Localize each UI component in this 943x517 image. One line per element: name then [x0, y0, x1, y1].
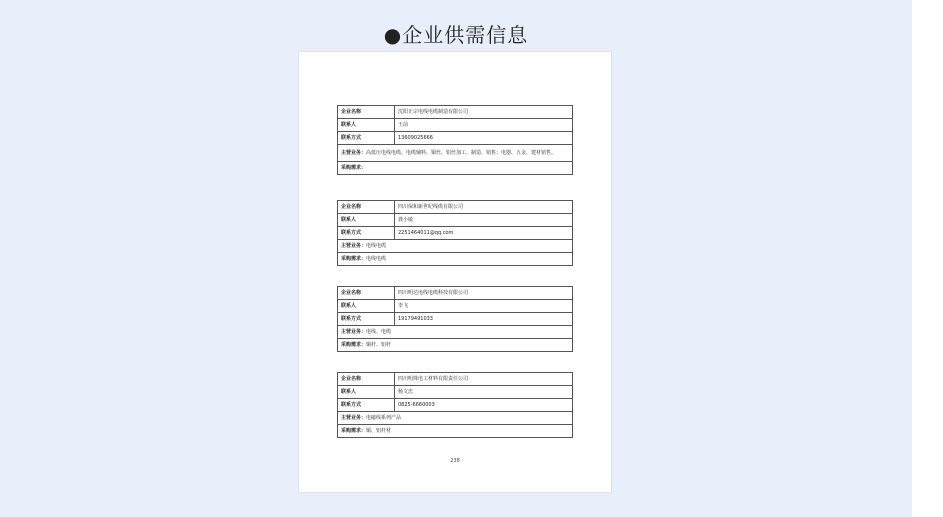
main-business-cell — [338, 145, 573, 162]
main-business-value: 电线、电缆 — [366, 329, 392, 335]
table-row — [338, 145, 573, 162]
table-row — [338, 373, 573, 386]
main-business-cell — [338, 240, 573, 253]
table-row — [338, 214, 573, 227]
company-name-label: 企业名称 — [338, 287, 395, 300]
table-row — [338, 412, 573, 425]
table-row — [338, 339, 573, 352]
table-row — [338, 227, 573, 240]
purchase-need-label: 采购需求： — [341, 165, 367, 171]
company-record-table — [337, 286, 573, 352]
main-business-value: 电磁线系列产品 — [366, 415, 402, 421]
contact-method-label: 联系方式 — [338, 132, 395, 145]
contact-value: 杨文忠 — [395, 386, 573, 399]
purchase-need-cell — [338, 162, 573, 175]
main-business-label: 主营业务： — [341, 329, 367, 335]
table-row — [338, 300, 573, 313]
table-row — [338, 313, 573, 326]
purchase-need-label: 采购需求： — [341, 428, 367, 434]
company-name-value: 四川明珠电工材料有限责任公司 — [395, 373, 573, 386]
main-business-value: 高低压电线电缆、电缆辅料、铜丝、铝丝加工、制造、销售；电器、五金、建材销售。 — [366, 150, 557, 156]
contact-label: 联系人 — [338, 386, 395, 399]
contact-method-label: 联系方式 — [338, 399, 395, 412]
table-row — [338, 287, 573, 300]
company-name-value: 四川明达电线电缆科技有限公司 — [395, 287, 573, 300]
main-business-value: 电线电缆 — [366, 243, 387, 249]
table-row — [338, 162, 573, 175]
table-row — [338, 119, 573, 132]
purchase-need-value: 铜、铝杆材 — [366, 428, 392, 434]
table-row — [338, 386, 573, 399]
table-row — [338, 326, 573, 339]
main-business-cell — [338, 326, 573, 339]
contact-label: 联系人 — [338, 300, 395, 313]
contact-value: 龚小敏 — [395, 214, 573, 227]
purchase-need-label: 采购需求： — [341, 342, 367, 348]
purchase-need-cell — [338, 425, 573, 438]
contact-label: 联系人 — [338, 119, 395, 132]
table-row — [338, 201, 573, 214]
company-name-value: 四川保和新世纪线缆有限公司 — [395, 201, 573, 214]
contact-method-value: 0825-6660003 — [395, 399, 573, 412]
contact-label: 联系人 — [338, 214, 395, 227]
table-row — [338, 106, 573, 119]
table-row — [338, 399, 573, 412]
purchase-need-value: 电线电缆 — [366, 256, 387, 262]
contact-method-value: 19179491033 — [395, 313, 573, 326]
company-record-table — [337, 372, 573, 438]
company-record-table — [337, 105, 573, 175]
purchase-need-label: 采购需求： — [341, 256, 367, 262]
section-title: ●企业供需信息 — [383, 23, 529, 47]
company-name-label: 企业名称 — [338, 201, 395, 214]
main-business-label: 主营业务： — [341, 415, 367, 421]
contact-method-value: 2251464011@qq.com — [395, 227, 573, 240]
contact-method-label: 联系方式 — [338, 227, 395, 240]
company-record-table — [337, 200, 573, 266]
contact-value: 李飞 — [395, 300, 573, 313]
table-row — [338, 132, 573, 145]
table-row — [338, 425, 573, 438]
purchase-need-cell — [338, 339, 573, 352]
main-business-cell — [338, 412, 573, 425]
contact-method-value: 13609025666 — [395, 132, 573, 145]
page-number: 238 — [450, 458, 460, 464]
main-business-label: 主营业务： — [341, 243, 367, 249]
purchase-need-cell — [338, 253, 573, 266]
company-name-label: 企业名称 — [338, 106, 395, 119]
purchase-need-value: 铜杆、铝杆 — [366, 342, 392, 348]
contact-method-label: 联系方式 — [338, 313, 395, 326]
table-row — [338, 240, 573, 253]
contact-value: 王前 — [395, 119, 573, 132]
company-name-label: 企业名称 — [338, 373, 395, 386]
company-name-value: 沈阳正宗电线电缆制造有限公司 — [395, 106, 573, 119]
table-row — [338, 253, 573, 266]
document-page — [299, 52, 611, 492]
main-business-label: 主营业务： — [341, 150, 367, 156]
